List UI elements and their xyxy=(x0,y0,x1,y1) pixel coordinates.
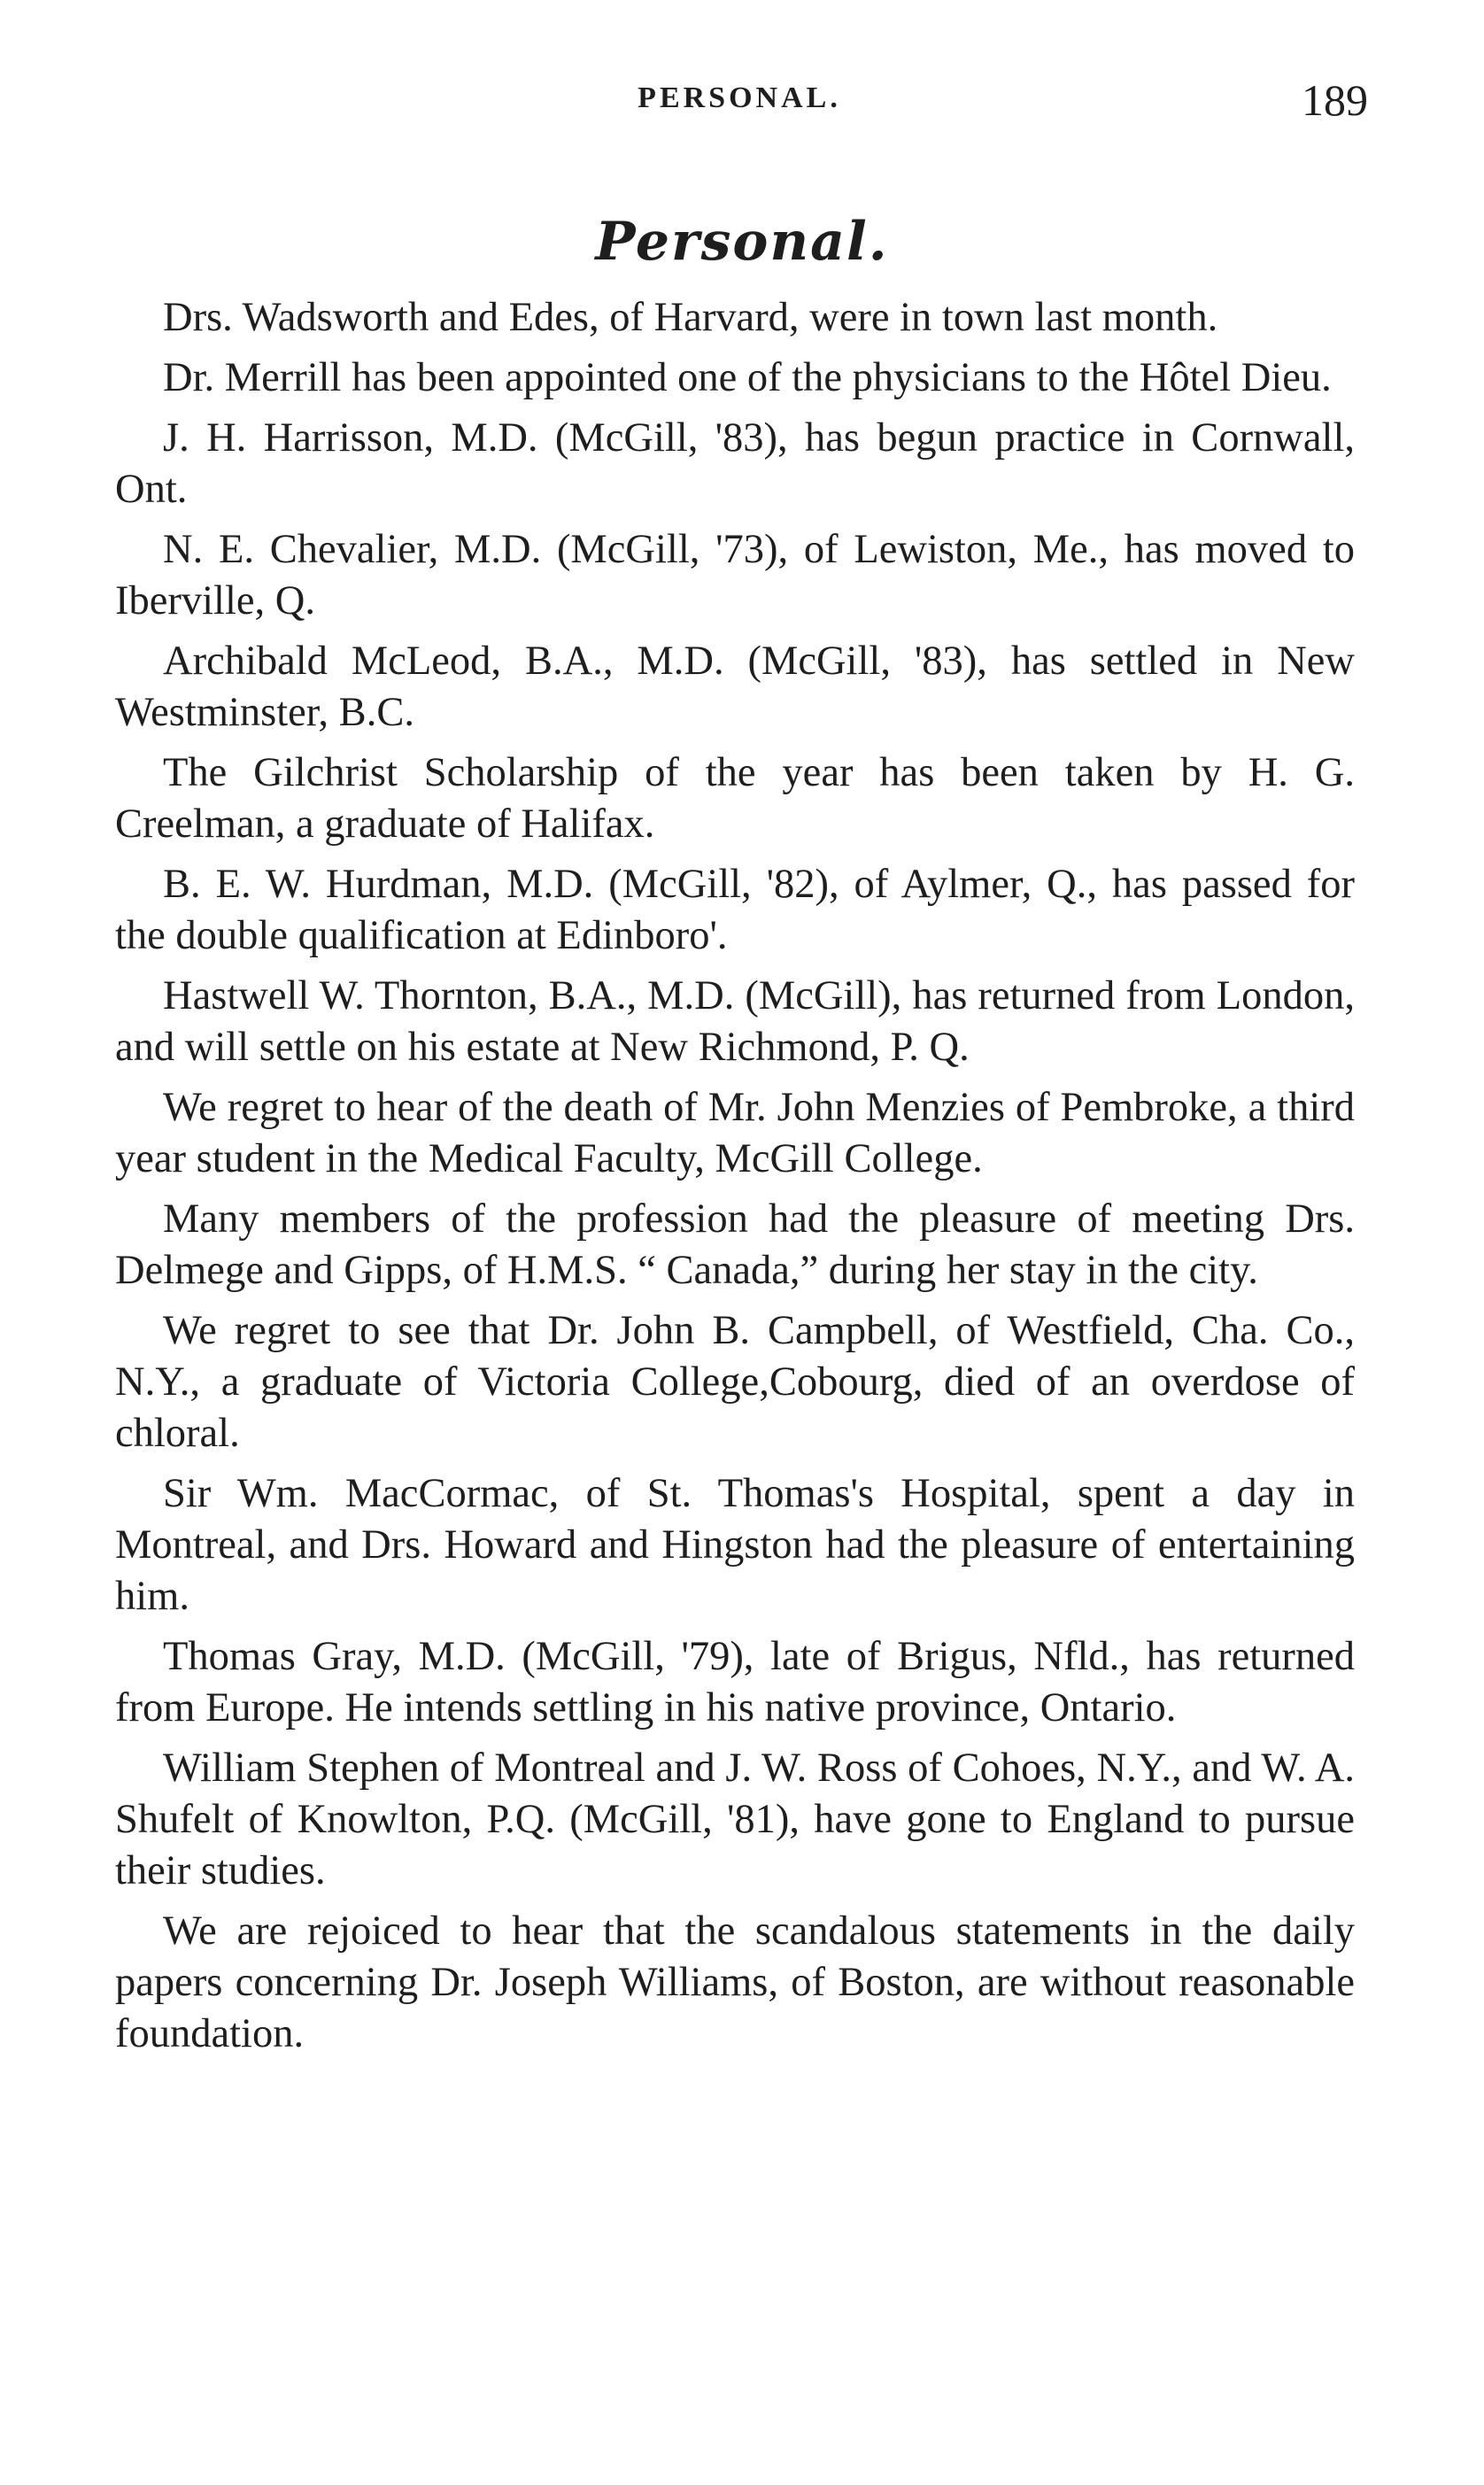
news-item: Thomas Gray, M.D. (McGill, '79), late of Brigus, Nfld., has returned from Europe. He intends settling in his native province, Ontario. xyxy=(115,1634,1355,1730)
running-title: PERSONAL. xyxy=(638,81,841,114)
news-item: William Stephen of Montreal and J. W. Ross of Cohoes, N.Y., and W. A. Shufelt of Knowlton, P.Q. (McGill, '81), have gone to England to pursue their studies. xyxy=(115,1746,1355,1893)
news-item: Sir Wm. MacCormac, of St. Thomas's Hospital, spent a day in Montreal, and Drs. Howard and Hingston had the pleasure of entertaining him. xyxy=(115,1471,1355,1619)
section-title: Personal. xyxy=(595,211,889,273)
news-item: B. E. W. Hurdman, M.D. (McGill, '82), of Aylmer, Q., has passed for the double qualification at Edinboro'. xyxy=(115,862,1355,958)
news-item: We are rejoiced to hear that the scandalous statements in the daily papers concerning Dr. Joseph Williams, of Boston, are without reasonable foundation. xyxy=(115,1908,1355,2056)
news-items xyxy=(115,292,1355,2069)
news-item: N. E. Chevalier, M.D. (McGill, '73), of Lewiston, Me., has moved to Iberville, Q. xyxy=(115,527,1355,623)
page-number: 189 xyxy=(1302,75,1368,125)
news-item: J. H. Harrisson, M.D. (McGill, '83), has begun practice in Cornwall, Ont. xyxy=(115,415,1355,512)
news-item: Archibald McLeod, B.A., M.D. (McGill, '83), has settled in New Westminster, B.C. xyxy=(115,639,1355,735)
news-item: The Gilchrist Scholarship of the year has been taken by H. G. Creelman, a graduate of Halifax. xyxy=(115,750,1355,847)
news-item: We regret to see that Dr. John B. Campbell, of Westfield, Cha. Co., N.Y., a graduate of Victoria College,Cobourg, died of an overdose of chloral. xyxy=(115,1308,1355,1456)
news-item: We regret to hear of the death of Mr. John Menzies of Pembroke, a third year student in the Medical Faculty, McGill College. xyxy=(115,1085,1355,1181)
news-item: Drs. Wadsworth and Edes, of Harvard, were in town last month. xyxy=(163,295,1218,340)
news-item: Many members of the profession had the pleasure of meeting Drs. Delmege and Gipps, of H.M.S. “ Canada,” during her stay in the city. xyxy=(115,1196,1355,1293)
news-item: Hastwell W. Thornton, B.A., M.D. (McGill), has returned from London, and will settle on his estate at New Richmond, P. Q. xyxy=(115,973,1355,1070)
news-item: Dr. Merrill has been appointed one of the physicians to the Hôtel Dieu. xyxy=(163,355,1332,400)
running-head xyxy=(111,75,1368,135)
